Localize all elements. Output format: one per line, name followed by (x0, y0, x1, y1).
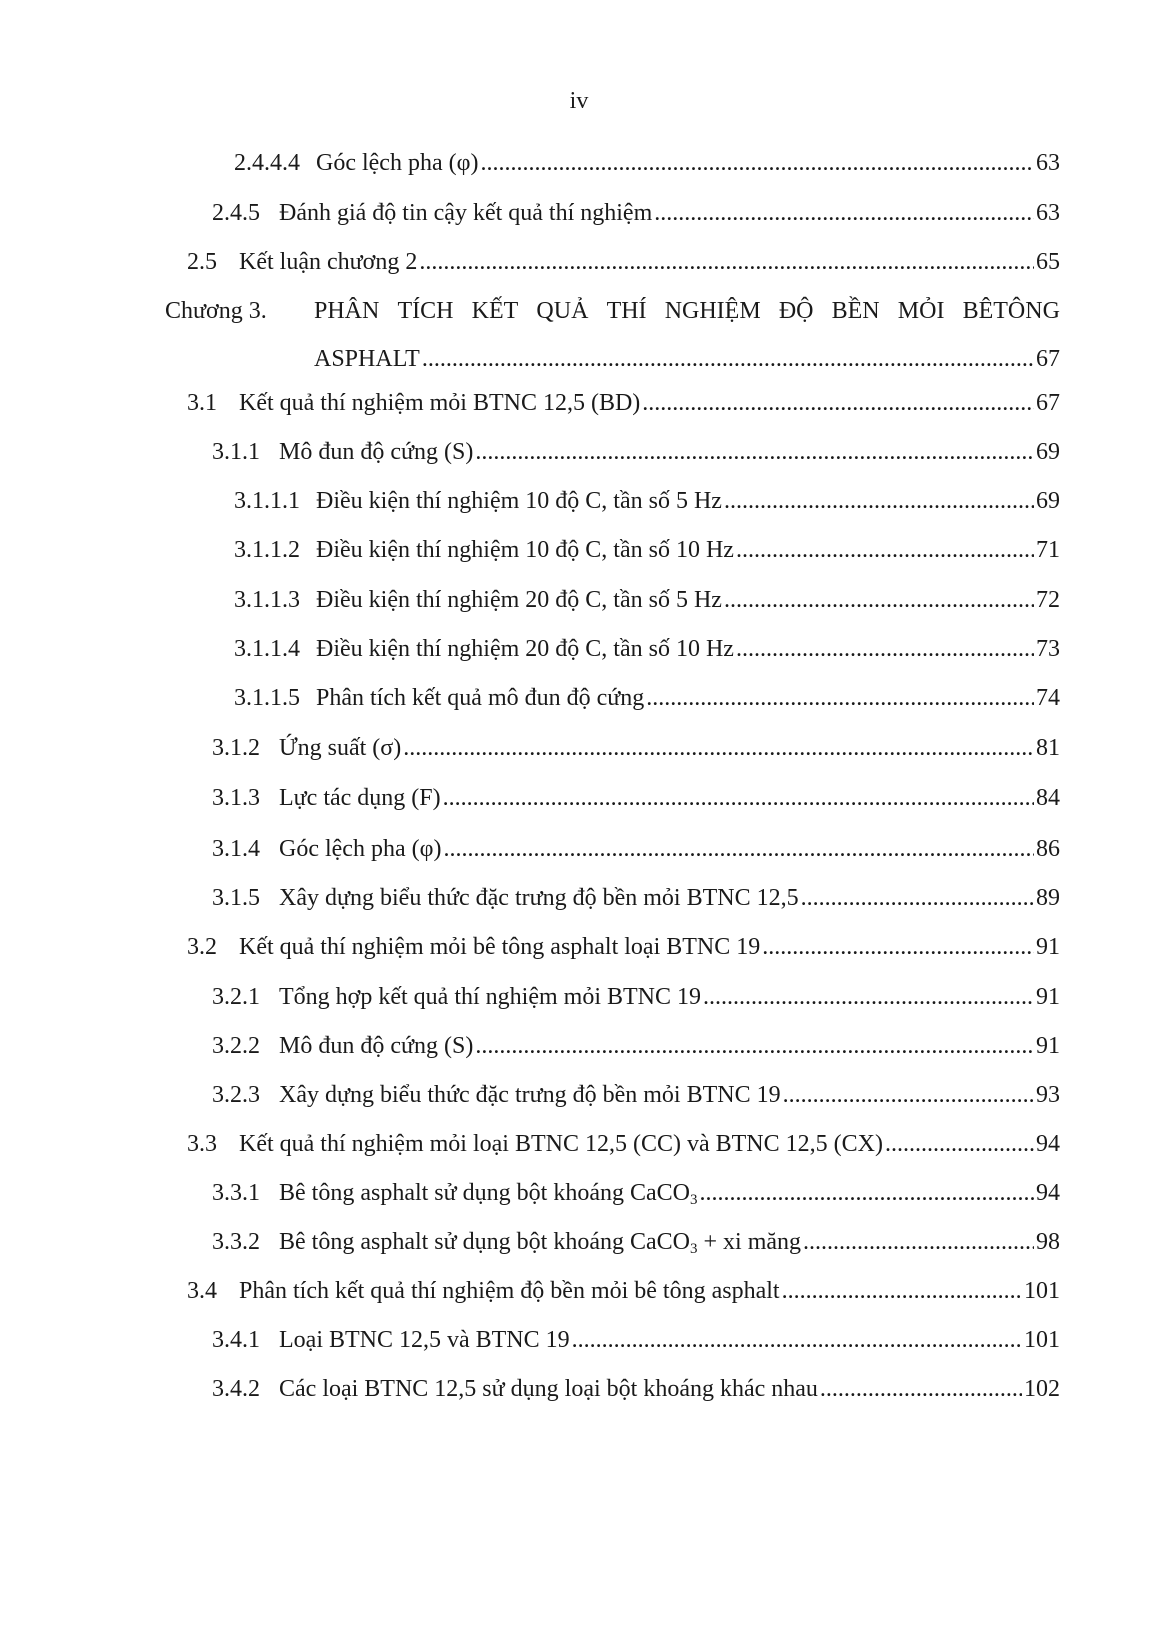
toc-entry-number: 3.1.1.3 (234, 587, 300, 613)
leader-dots (703, 980, 1034, 1014)
leader-dots (422, 342, 1034, 376)
page-number: iv (569, 88, 589, 114)
toc-entry-title: Tổng hợp kết quả thí nghiệm mỏi BTNC 19 (279, 984, 701, 1010)
leader-dots (403, 731, 1034, 765)
leader-dots (572, 1323, 1022, 1357)
toc-entry-number: 3.1 (187, 390, 217, 416)
toc-entry-page: 73 (1036, 636, 1060, 662)
toc-entry-page: 69 (1036, 488, 1060, 514)
toc-entry-page: 71 (1036, 537, 1060, 563)
toc-entry-title: Loại BTNC 12,5 và BTNC 19 (279, 1327, 570, 1353)
toc-entry-title: Ứng suất (σ) (279, 735, 402, 761)
toc-entry[interactable] (0, 1323, 1158, 1357)
leader-dots (820, 1372, 1022, 1406)
leader-dots (646, 681, 1034, 715)
chapter-title-line2 (314, 342, 1060, 376)
toc-entry-page: 67 (1036, 390, 1060, 416)
toc-entry-title: Phân tích kết quả thí nghiệm độ bền mỏi bê tông asphalt (239, 1278, 780, 1304)
toc-entry-page: 63 (1036, 200, 1060, 226)
toc-entry-number: 3.1.1.4 (234, 636, 300, 662)
toc-entry-title: Mô đun độ cứng (S) (279, 1033, 474, 1059)
toc-entry-number: 3.3.2 (212, 1229, 260, 1255)
leader-dots (475, 1029, 1034, 1063)
toc-entry[interactable] (0, 1372, 1158, 1406)
toc-entry-page: 91 (1036, 984, 1060, 1010)
toc-entry-page: 65 (1036, 249, 1060, 275)
toc-entry[interactable] (0, 1274, 1158, 1308)
toc-entry-number: 2.4.4.4 (234, 150, 300, 176)
toc-entry-page: 101 (1024, 1278, 1060, 1304)
toc-entry-page: 74 (1036, 685, 1060, 711)
leader-dots (443, 781, 1034, 815)
toc-entry-page: 101 (1024, 1327, 1060, 1353)
toc-entry[interactable] (0, 1078, 1158, 1112)
toc-entry-number: 3.3.1 (212, 1180, 260, 1206)
toc-entry-number: 3.1.2 (212, 735, 260, 761)
leader-dots (736, 632, 1034, 666)
toc-entry-page: 86 (1036, 836, 1060, 862)
toc-entry-title: Phân tích kết quả mô đun độ cứng (316, 685, 645, 711)
toc-entry-number: 3.3 (187, 1131, 217, 1157)
chapter-label: Chương 3. (165, 298, 267, 324)
leader-dots (803, 1225, 1034, 1259)
leader-dots (885, 1127, 1034, 1161)
toc-entry-title: Các loại BTNC 12,5 sử dụng loại bột khoáng khác nhau (279, 1376, 818, 1402)
leader-dots (736, 533, 1034, 567)
leader-dots (642, 386, 1034, 420)
toc-entry-page: 69 (1036, 439, 1060, 465)
chapter-page: 67 (1036, 346, 1060, 372)
leader-dots (419, 245, 1034, 279)
toc-entry[interactable] (0, 484, 1158, 518)
toc-entry[interactable] (0, 1225, 1158, 1259)
toc-entry-number: 3.1.3 (212, 785, 260, 811)
leader-dots (480, 146, 1034, 180)
leader-dots (443, 832, 1034, 866)
toc-entry-page: 81 (1036, 735, 1060, 761)
toc-entry[interactable] (0, 632, 1158, 666)
toc-entry-number: 2.5 (187, 249, 217, 275)
toc-entry[interactable] (0, 1176, 1158, 1210)
leader-dots (801, 881, 1034, 915)
chapter-title-line1: PHÂN TÍCH KẾT QUẢ THÍ NGHIỆM ĐỘ BỀN MỎI BÊTÔNG (314, 298, 1060, 324)
toc-entry-number: 3.1.1.5 (234, 685, 300, 711)
toc-entry-number: 3.2.2 (212, 1033, 260, 1059)
toc-entry-title: Mô đun độ cứng (S) (279, 439, 474, 465)
toc-entry-title: Điều kiện thí nghiệm 20 độ C, tần số 10 Hz (316, 636, 734, 662)
toc-entry-page: 94 (1036, 1180, 1060, 1206)
toc-entry-page: 84 (1036, 785, 1060, 811)
toc-entry-number: 3.4.2 (212, 1376, 260, 1402)
toc-entry-page: 94 (1036, 1131, 1060, 1157)
toc-entry-number: 3.1.5 (212, 885, 260, 911)
toc-entry-title: Điều kiện thí nghiệm 20 độ C, tần số 5 Hz (316, 587, 722, 613)
toc-entry[interactable] (0, 435, 1158, 469)
toc-entry-page: 93 (1036, 1082, 1060, 1108)
toc-entry[interactable] (0, 681, 1158, 715)
toc-entry[interactable] (0, 930, 1158, 964)
leader-dots (724, 484, 1034, 518)
toc-entry-title: Đánh giá độ tin cậy kết quả thí nghiệm (279, 200, 653, 226)
leader-dots (762, 930, 1034, 964)
toc-entry[interactable] (0, 196, 1158, 230)
toc-entry[interactable] (0, 1029, 1158, 1063)
toc-entry-title: Kết quả thí nghiệm mỏi bê tông asphalt loại BTNC 19 (239, 934, 761, 960)
toc-entry-title: Kết luận chương 2 (239, 249, 418, 275)
leader-dots (699, 1176, 1034, 1210)
leader-dots (654, 196, 1034, 230)
toc-entry[interactable] (0, 781, 1158, 815)
toc-entry-title: Góc lệch pha (φ) (316, 150, 479, 176)
toc-entry-number: 3.1.4 (212, 836, 260, 862)
toc-entry-title: Bê tông asphalt sử dụng bột khoáng CaCO$_3$ + xi măng (279, 1229, 802, 1257)
leader-dots (782, 1274, 1022, 1308)
toc-entry[interactable] (0, 881, 1158, 915)
toc-entry[interactable] (0, 583, 1158, 617)
toc-entry-page: 72 (1036, 587, 1060, 613)
leader-dots (475, 435, 1034, 469)
toc-entry-page: 102 (1024, 1376, 1060, 1402)
toc-entry[interactable] (0, 731, 1158, 765)
toc-entry-number: 2.4.5 (212, 200, 260, 226)
toc-entry-title: Xây dựng biểu thức đặc trưng độ bền mỏi BTNC 19 (279, 1082, 781, 1108)
toc-entry-number: 3.1.1.2 (234, 537, 300, 563)
toc-entry[interactable] (0, 386, 1158, 420)
toc-entry-page: 89 (1036, 885, 1060, 911)
toc-entry-page: 91 (1036, 934, 1060, 960)
toc-entry-title: Điều kiện thí nghiệm 10 độ C, tần số 5 Hz (316, 488, 722, 514)
toc-entry-title: Xây dựng biểu thức đặc trưng độ bền mỏi BTNC 12,5 (279, 885, 799, 911)
leader-dots (783, 1078, 1034, 1112)
toc-entry-page: 98 (1036, 1229, 1060, 1255)
chapter-title-cont: ASPHALT (314, 346, 420, 372)
toc-entry[interactable] (0, 146, 1158, 180)
toc-entry-title: Lực tác dụng (F) (279, 785, 441, 811)
toc-entry-title: Điều kiện thí nghiệm 10 độ C, tần số 10 Hz (316, 537, 734, 563)
toc-entry[interactable] (0, 832, 1158, 866)
toc-entry-number: 3.1.1.1 (234, 488, 300, 514)
toc-entry-title: Góc lệch pha (φ) (279, 836, 442, 862)
toc-entry-number: 3.2.3 (212, 1082, 260, 1108)
toc-entry-number: 3.4.1 (212, 1327, 260, 1353)
toc-entry-page: 91 (1036, 1033, 1060, 1059)
toc-entry-number: 3.2 (187, 934, 217, 960)
toc-entry[interactable] (0, 533, 1158, 567)
toc-entry[interactable] (0, 980, 1158, 1014)
toc-entry-page: 63 (1036, 150, 1060, 176)
toc-entry-title: Bê tông asphalt sử dụng bột khoáng CaCO$_3$ (279, 1180, 698, 1208)
toc-entry[interactable] (0, 245, 1158, 279)
toc-entry-title: Kết quả thí nghiệm mỏi BTNC 12,5 (BD) (239, 390, 641, 416)
toc-entry-title: Kết quả thí nghiệm mỏi loại BTNC 12,5 (CC) và BTNC 12,5 (CX) (239, 1131, 883, 1157)
toc-entry[interactable] (0, 1127, 1158, 1161)
toc-entry-number: 3.1.1 (212, 439, 260, 465)
toc-entry-number: 3.4 (187, 1278, 217, 1304)
leader-dots (724, 583, 1034, 617)
toc-entry-number: 3.2.1 (212, 984, 260, 1010)
